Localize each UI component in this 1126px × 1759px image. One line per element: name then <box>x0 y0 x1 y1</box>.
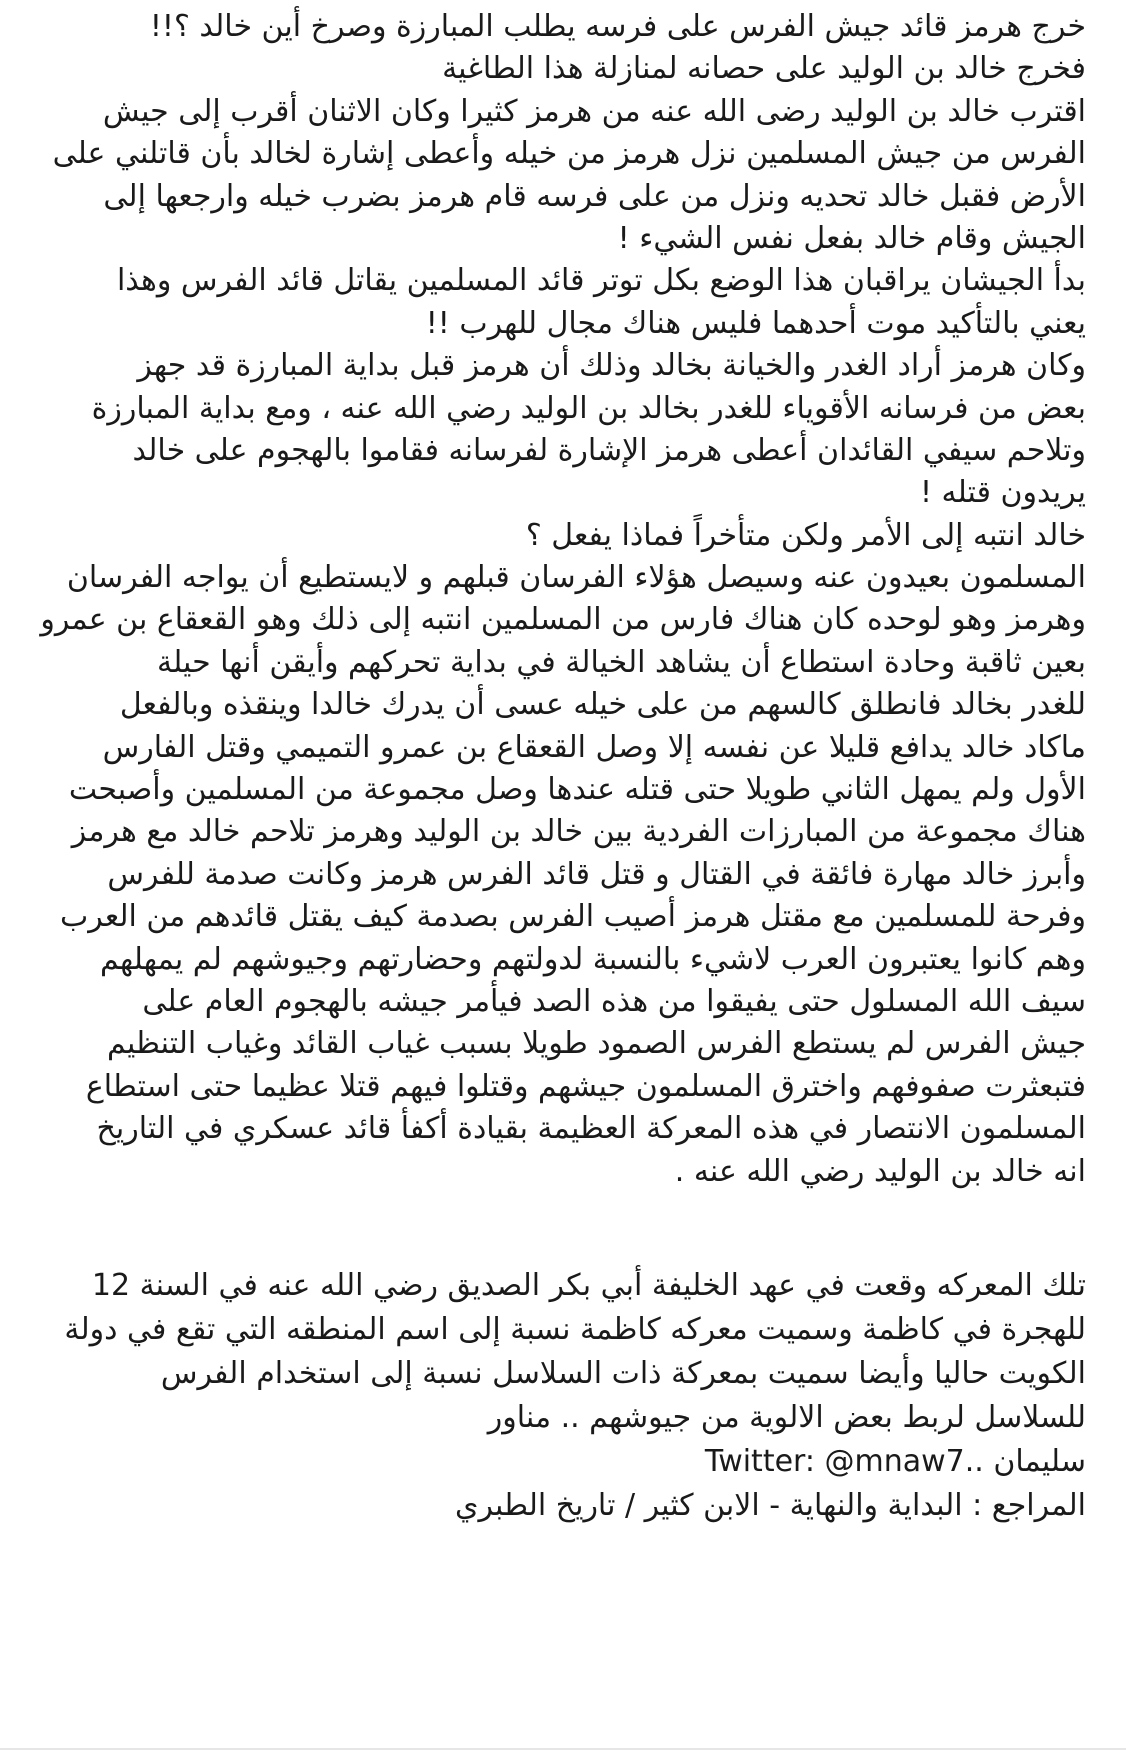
story-line: يعني بالتأكيد موت أحدهما فليس هناك مجال للهرب !! <box>425 305 1086 341</box>
note-line: الكويت حاليا وأيضا سميت بمعركة ذات السلاسل نسبة إلى استخدام الفرس <box>160 1356 1086 1391</box>
bottom-divider <box>0 1748 1126 1750</box>
historical-note <box>26 1264 1086 1528</box>
story-line: وأبرز خالد مهارة فائقة في القتال و قتل قائد الفرس هرمز وكانت صدمة للفرس <box>107 856 1086 892</box>
story-line: الأرض فقبل خالد تحديه ونزل من على فرسه قام هرمز بضرب خيله وارجعها إلى <box>103 178 1086 214</box>
story-line: وفرحة للمسلمين مع مقتل هرمز أصيب الفرس بصدمة كيف يقتل قائدهم من العرب <box>60 899 1086 935</box>
story-line: وهرمز وهو لوحده كان هناك فارس من المسلمين انتبه إلى ذلك وهو القعقاع بن عمرو <box>40 602 1086 638</box>
author-twitter: سليمان ..Twitter: @mnaw7 <box>704 1444 1086 1479</box>
note-line: تلك المعركه وقعت في عهد الخليفة أبي بكر الصديق رضي الله عنه في السنة 12 <box>91 1268 1086 1303</box>
story-line: خالد انتبه إلى الأمر ولكن متأخراً فماذا يفعل ؟ <box>525 517 1086 553</box>
note-line: للهجرة في كاظمة وسميت معركه كاظمة نسبة إلى اسم المنطقه التي تقع في دولة <box>64 1312 1086 1347</box>
story-line: هناك مجموعة من المبارزات الفردية بين خالد بن الوليد وهرمز تلاحم خالد مع هرمز <box>71 814 1086 850</box>
story-line: الأول ولم يمهل الثاني طويلا حتى قتله عندها وصل مجموعة من المسلمين وأصبحت <box>68 772 1086 808</box>
story-line: الجيش وقام خالد بفعل نفس الشيء ! <box>617 220 1086 256</box>
note-line: للسلاسل لربط بعض الالوية من جيوشهم .. مناور <box>487 1400 1086 1435</box>
references-line: المراجع : البداية والنهاية - الابن كثير / تاريخ الطبري <box>455 1488 1086 1523</box>
story-line: وكان هرمز أراد الغدر والخيانة بخالد وذلك أن هرمز قبل بداية المبارزة قد جهز <box>137 348 1086 384</box>
story-line: جيش الفرس لم يستطع الفرس الصمود طويلا بسبب غياب القائد وغياب التنظيم <box>106 1026 1086 1062</box>
story-line: اقترب خالد بن الوليد رضى الله عنه من هرمز كثيرا وكان الاثنان أقرب إلى جيش <box>102 93 1086 129</box>
story-line: وتلاحم سيفي القائدان أعطى هرمز الإشارة لفرسانه فقاموا بالهجوم على خالد <box>132 432 1086 468</box>
story-text <box>26 6 1086 1193</box>
story-line: المسلمون الانتصار في هذه المعركة العظيمة بقيادة أكفأ قائد عسكري في التاريخ <box>96 1111 1086 1147</box>
story-line: الفرس من جيش المسلمين نزل هرمز من خيله وأعطى إشارة لخالد بأن قاتلني على <box>52 136 1086 172</box>
story-line: فخرج خالد بن الوليد على حصانه لمنازلة هذا الطاغية <box>442 51 1086 87</box>
story-line: بعض من فرسانه الأقوياء للغدر بخالد بن الوليد رضي الله عنه ، ومع بداية المبارزة <box>91 390 1086 426</box>
story-line: خرج هرمز قائد جيش الفرس على فرسه يطلب المبارزة وصرخ أين خالد ؟!! <box>149 9 1086 44</box>
story-line: يريدون قتله ! <box>919 475 1086 511</box>
story-line: للغدر بخالد فانطلق كالسهم من على خيله عسى أن يدرك خالدا وينقذه وبالفعل <box>119 687 1086 723</box>
story-line: ماكاد خالد يدافع قليلا عن نفسه إلا وصل القعقاع بن عمرو التميمي وقتل الفارس <box>102 729 1086 765</box>
story-line: بدأ الجيشان يراقبان هذا الوضع بكل توتر قائد المسلمين يقاتل قائد الفرس وهذا <box>116 263 1086 299</box>
story-line: بعين ثاقبة وحادة استطاع أن يشاهد الخيالة في بداية تحركهم وأيقن أنها حيلة <box>157 644 1086 680</box>
story-line: سيف الله المسلول حتى يفيقوا من هذه الصد فيأمر جيشه بالهجوم العام على <box>142 983 1086 1019</box>
story-line: انه خالد بن الوليد رضي الله عنه . <box>674 1153 1086 1189</box>
story-line: وهم كانوا يعتبرون العرب لاشيء بالنسبة لدولتهم وحضارتهم وجيوشهم لم يمهلهم <box>100 941 1086 977</box>
story-line: المسلمون بعيدون عنه وسيصل هؤلاء الفرسان قبلهم و لايستطيع أن يواجه الفرسان <box>66 560 1086 596</box>
story-line: فتبعثرت صفوفهم واخترق المسلمون جيشهم وقتلوا فيهم قتلا عظيما حتى استطاع <box>85 1068 1086 1104</box>
